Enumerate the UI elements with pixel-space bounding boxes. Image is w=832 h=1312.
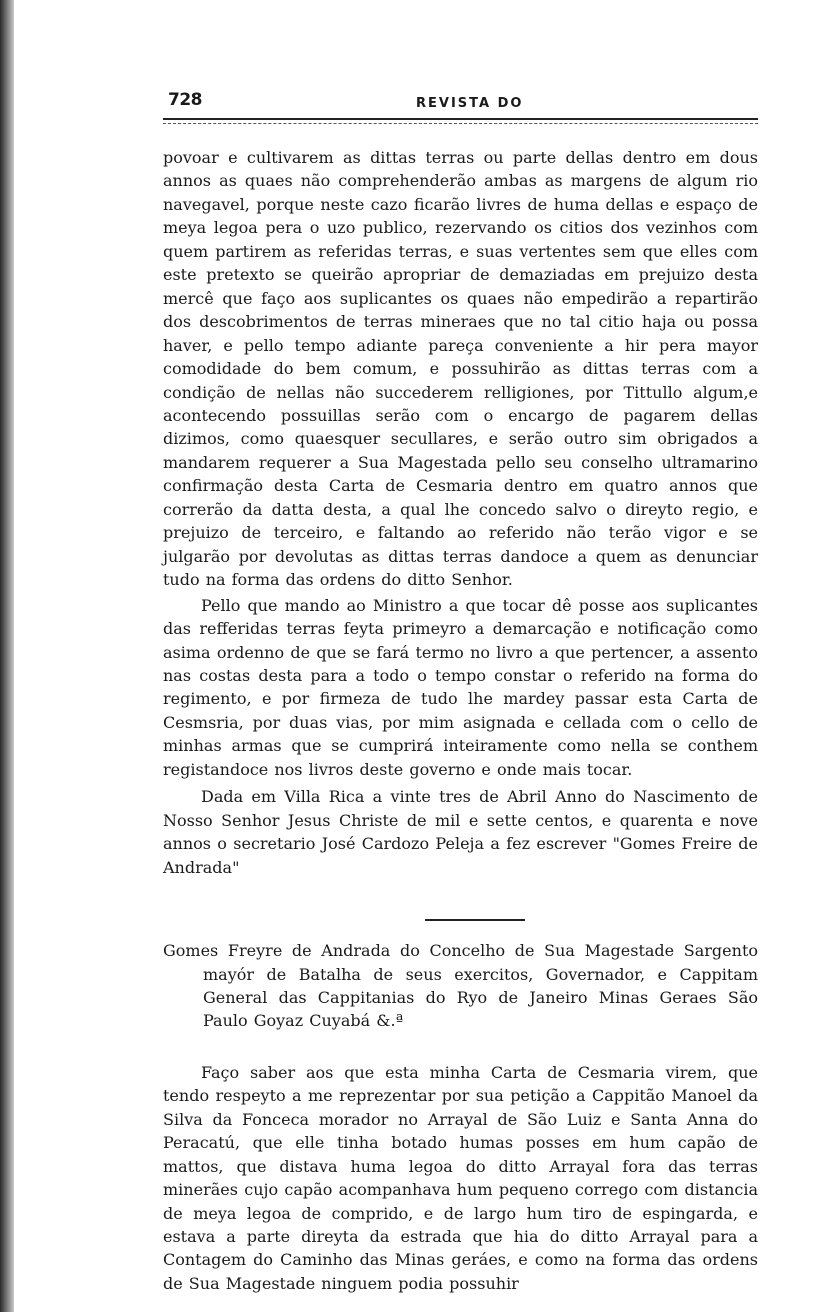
running-title: REVISTA DO <box>416 96 524 111</box>
document-body <box>163 146 758 1295</box>
paragraph-dada: Dada em Villa Rica a vinte tres de Abril Anno do Nascimento de Nosso Senhor Jesus Christe de mil e sette centos, e quarenta e nove annos o secretario José Cardozo Peleja a fez escrever "Gomes Freire de Andrada" <box>163 787 758 877</box>
paragraph-continuation: povoar e cultivarem as dittas terras ou parte dellas dentro em dous annos as quaes não comprehenderão ambas as margens de algum rio navegavel, porque neste cazo ficarão livres de huma dellas e espaço de meya legoa pera o uzo publico, rezervando os citios dos vezinhos com quem partirem as referidas terras, e suas vertentes sem que elles com este pretexto se queirão apropriar de demaziadas em prejuizo desta mercê que faço aos suplicantes os quaes não empedirão a repartirão dos descobrimentos de terras mineraes que no tal citio haja ou possa haver, e pello tempo adiante pareça conveniente a hir pera mayor comodidade do bem comum, e possuhirão as dittas terras com a condição de nellas não succederem relligiones, por Tittullo algum,e acontecendo possuillas serão com o encargo de pagarem dellas dizimos, como quaesquer secullares, e serão outro sim obrigados a mandarem requerer a Sua Magestada pello seu conselho ultramarino confirmação desta Carta de Cesmaria dentro em quatro annos que correrão da datta desta, a qual lhe concedo salvo o direyto regio, e prejuizo de terceiro, e faltando ao referido não terão vigor e se julgarão por devolutas as dittas terras dandoce a quem as denunciar tudo na forma das ordens do ditto Senhor. <box>163 148 758 590</box>
page-header <box>163 88 758 114</box>
section-separator <box>425 919 525 921</box>
paragraph-faco-saber: Faço saber aos que esta minha Carta de Cesmaria virem, que tendo respeyto a me reprezentar por sua petição a Cappitão Manoel da Silva da Fonceca morador no Arrayal de São Luiz e Santa Anna do Peracatú, que elle tinha botado humas posses em hum capão de mattos, que distava huma legoa do ditto Arrayal fora das terras minerães cujo capão acompanhava hum pequeno corrego com distancia de meya legoa de comprido, e de largo hum tiro de espingarda, e estava a parte direyta da estrada que hia do ditto Arrayal para a Contagem do Caminho das Minas geráes, e como na forma das ordens de Sua Magestade ninguem podia possuhir <box>163 1062 758 1293</box>
scan-left-edge <box>0 0 14 1312</box>
header-rule <box>163 118 758 124</box>
page-number: 728 <box>168 90 202 110</box>
paragraph-posse: Pello que mando ao Ministro a que tocar dê posse aos suplicantes das refferidas terras feyta primeyro a demarcação e notificação como asima ordenno de que se fará termo no livro a que pertencer, a assento nas costas desta para a todo o tempo constar o referido na forma do regimento, e por firmeza de tudo lhe mardey passar esta Carta de Cesmsria, por duas vias, por mim asignada e cellada com o cello de minhas armas que se cumprirá inteiramente como nella se conthem registandoce nos livros deste governo e onde mais tocar. <box>163 595 758 779</box>
document-page <box>163 88 758 1295</box>
paragraph-title-governor: Gomes Freyre de Andrada do Concelho de Sua Magestade Sargento mayór de Batalha de seus exercitos, Governador, e Cappitam General das Cappitanias do Ryo de Janeiro Minas Geraes São Paulo Goyaz Cuyabá &.ª <box>163 941 758 1031</box>
